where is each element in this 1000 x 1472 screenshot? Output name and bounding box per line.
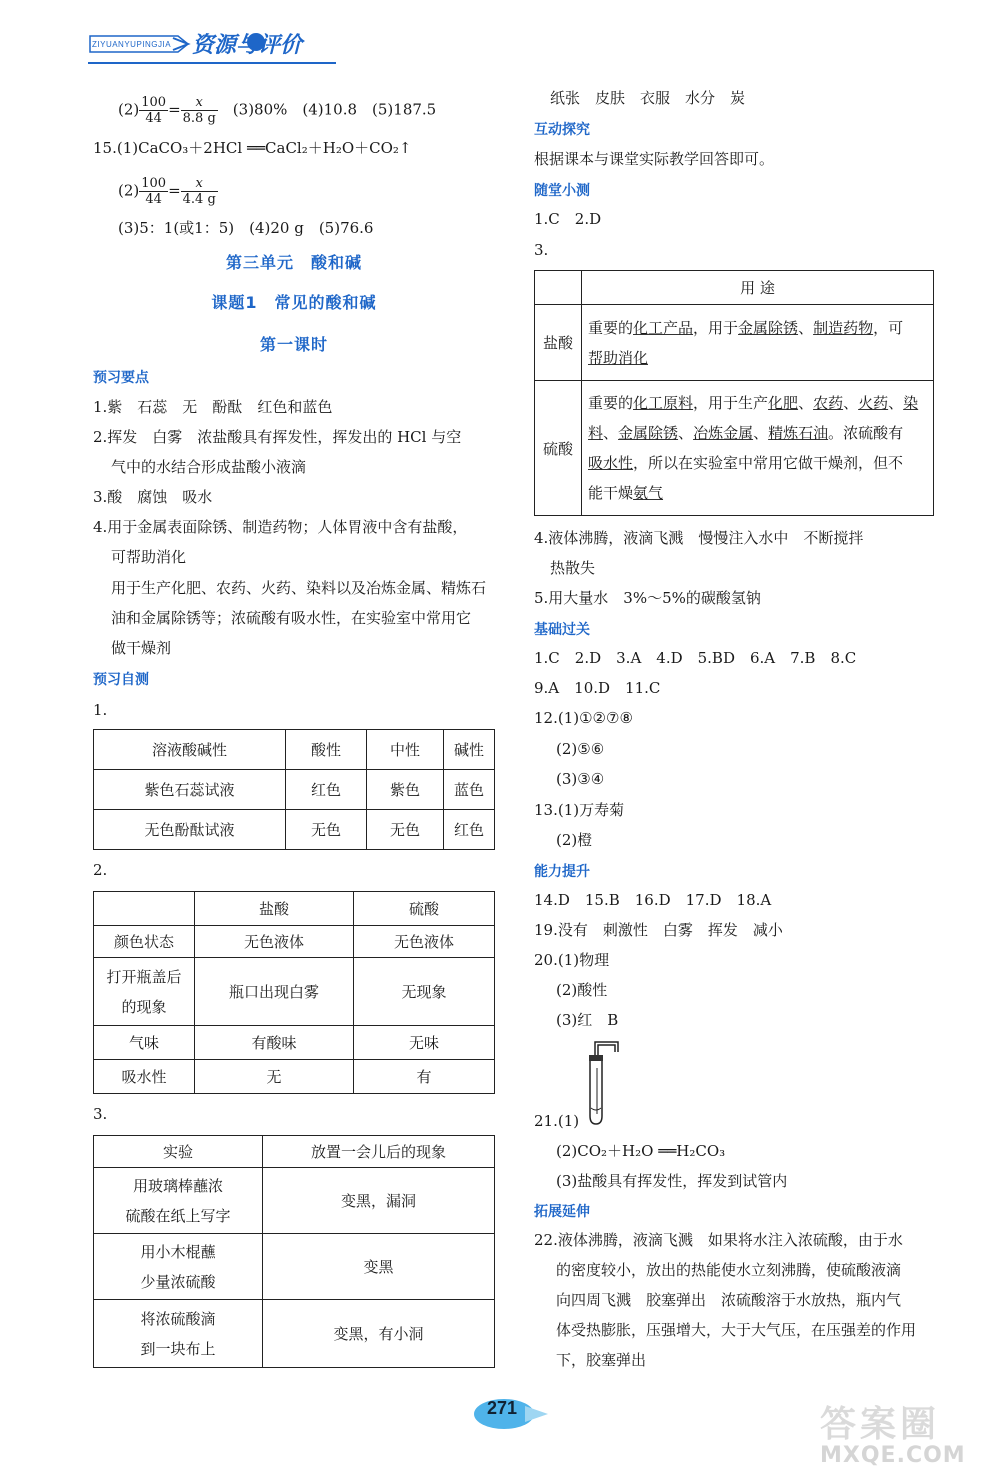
answer-line: 气中的水结合形成盐酸小液滴 — [111, 458, 307, 476]
table-cell: 变黑，漏洞 — [263, 1168, 495, 1234]
answer-line-fraction-2 — [118, 176, 218, 207]
table-cell — [582, 305, 934, 381]
table-row — [94, 770, 495, 810]
page-number: 271 — [486, 1398, 518, 1418]
underlined-text: 农药 — [813, 394, 844, 412]
table-row — [94, 1300, 495, 1368]
table-cell: 紫色 — [367, 770, 444, 810]
table-cell: 无色液体 — [195, 926, 354, 958]
text: 、 — [888, 394, 904, 412]
text: 重要的 — [588, 318, 634, 337]
answer-line: 下，胶塞弹出 — [556, 1351, 647, 1369]
table-cell: 无 — [195, 1060, 354, 1094]
item-number: 2. — [93, 861, 108, 879]
fraction — [181, 176, 218, 207]
cell-line: 到一块布上 — [140, 1339, 216, 1358]
underlined-text: 冶炼金属 — [693, 424, 754, 442]
table-row — [535, 381, 934, 516]
table-cell — [94, 1234, 263, 1300]
answer-line: 体受热膨胀，压强增大，大于大气压，在压强差的作用 — [556, 1321, 917, 1339]
item-number: 3. — [93, 1105, 108, 1123]
table-row — [94, 1026, 495, 1060]
table-cell — [535, 271, 582, 305]
watermark-url: MXQE.COM — [820, 1443, 966, 1468]
section-heading-interactive: 互动探究 — [534, 122, 590, 138]
answer-line: (2)CO₂＋H₂O ══H₂CO₃ — [556, 1142, 726, 1160]
table-cell: 放置一会儿后的现象 — [263, 1136, 495, 1168]
table-header-row — [94, 892, 495, 926]
section-heading-basic: 基础过关 — [534, 622, 590, 638]
header-title: 资源与评价 — [192, 33, 303, 58]
answer-line: 5.用大量水 3%～5%的碳酸氢钠 — [534, 589, 761, 607]
table-cell: 无味 — [354, 1026, 495, 1060]
table-cell: 无色 — [367, 810, 444, 850]
table-row — [94, 926, 495, 958]
underlined-text: 吸水性 — [588, 454, 634, 472]
underlined-text: 金属除锈 — [618, 424, 679, 442]
table-cell: 颜色状态 — [94, 926, 195, 958]
text: ，所以在实验室中常用它做干燥剂，但不 — [633, 454, 904, 472]
answer-line: 热散失 — [550, 559, 596, 577]
equals: = — [168, 181, 181, 200]
underlined-text: 化工产品 — [633, 318, 694, 337]
table-cell: 有酸味 — [195, 1026, 354, 1060]
section-heading-quiz: 随堂小测 — [534, 183, 590, 199]
text: 、 — [678, 424, 694, 442]
answer-line: 19.没有 刺激性 白雾 挥发 减小 — [534, 921, 783, 939]
answer-line: 20.(1)物理 — [534, 951, 610, 969]
answer-line: 2.挥发 白雾 浓盐酸具有挥发性，挥发出的 HCl 与空 — [93, 428, 462, 446]
answer-line: 22.液体沸腾，液滴飞溅 如果将水注入浓硫酸，由于水 — [534, 1231, 903, 1249]
table-cell: 用 途 — [582, 271, 934, 305]
underlined-text: 染 — [903, 394, 919, 412]
text: ，可 — [873, 318, 904, 337]
header-rule — [88, 62, 336, 64]
table-cell: 有 — [354, 1060, 495, 1094]
numerator: 100 — [141, 95, 167, 110]
answer-line: (3)盐酸具有挥发性，挥发到试管内 — [556, 1172, 788, 1190]
table-cell: 无色液体 — [354, 926, 495, 958]
table-cell: 酸性 — [286, 730, 367, 770]
table-cell: 碱性 — [444, 730, 495, 770]
answer-line: (3)红 B — [556, 1011, 619, 1029]
cell-line: 将浓硫酸滴 — [140, 1309, 216, 1328]
watermark-logo: 答案圈 — [820, 1404, 941, 1445]
item-number: 3. — [534, 241, 549, 259]
text: 能干燥 — [588, 484, 634, 502]
table-cell: 实验 — [94, 1136, 263, 1168]
numerator: x — [181, 176, 218, 192]
equals: = — [168, 100, 181, 119]
denominator: 4.4 g — [182, 192, 216, 207]
text: ，用于生产 — [693, 394, 769, 412]
table-cell: 无现象 — [354, 958, 495, 1026]
table-row — [94, 810, 495, 850]
table-cell: 溶液酸碱性 — [94, 730, 286, 770]
answer-line: 9.A 10.D 11.C — [534, 679, 661, 697]
table-cell: 紫色石蕊试液 — [94, 770, 286, 810]
denominator: 44 — [145, 111, 162, 126]
answer-line: 14.D 15.B 16.D 17.D 18.A — [534, 891, 772, 909]
cell-line: 硫酸在纸上写字 — [125, 1206, 231, 1225]
answer-line: 用于生产化肥、农药、火药、染料以及冶炼金属、精炼石 — [111, 579, 487, 597]
underlined-text: 火药 — [858, 394, 889, 412]
underlined-text: 制造药物 — [813, 318, 874, 337]
underlined-text: 精炼石油 — [768, 424, 829, 442]
text: 、 — [798, 318, 814, 337]
answer-line: 21.(1) — [534, 1112, 580, 1130]
sulfuric-acid-experiment-table — [93, 1135, 495, 1368]
fraction — [139, 95, 168, 126]
acid-base-indicator-table — [93, 729, 495, 850]
answer-line: 纸张 皮肤 衣服 水分 炭 — [550, 89, 746, 107]
answer-line: 1.C 2.D 3.A 4.D 5.BD 6.A 7.B 8.C — [534, 649, 857, 667]
table-cell — [582, 381, 934, 516]
table-row — [535, 305, 934, 381]
table-cell: 中性 — [367, 730, 444, 770]
item-number: 1. — [93, 701, 108, 719]
answer-line: (2)橙 — [556, 831, 593, 849]
cell-line: 少量浓硫酸 — [140, 1272, 216, 1291]
cell-line: 的现象 — [121, 997, 167, 1016]
answer-line: (3)③④ — [556, 770, 605, 788]
table-cell: 无色酚酞试液 — [94, 810, 286, 850]
label: (2) — [118, 181, 140, 200]
table-cell — [94, 1300, 263, 1368]
table-header-row — [94, 1136, 495, 1168]
answer-text: (3)80% (4)10.8 (5)187.5 — [217, 100, 437, 119]
lesson-title: 课题1 常见的酸和碱 — [211, 293, 377, 312]
answer-line: 1.紫 石蕊 无 酚酞 红色和蓝色 — [93, 398, 333, 416]
denominator: 8.8 g — [182, 111, 216, 126]
answer-line: 可帮助消化 — [111, 548, 187, 566]
denominator: 44 — [145, 192, 162, 207]
table-cell: 气味 — [94, 1026, 195, 1060]
period-title: 第一课时 — [259, 335, 328, 354]
table-cell: 瓶口出现白雾 — [195, 958, 354, 1026]
section-heading-advanced: 能力提升 — [534, 864, 590, 880]
answer-line: 做干燥剂 — [111, 639, 172, 657]
answer-line: (2)酸性 — [556, 981, 608, 999]
answer-line: 4.液体沸腾，液滴飞溅 慢慢注入水中 不断搅拌 — [534, 529, 864, 547]
underlined-text: 帮助消化 — [588, 348, 649, 367]
test-tube-diagram — [584, 1038, 624, 1126]
header-pinyin: ZIYUANYUPINGJIA — [92, 40, 172, 49]
table-row — [94, 1168, 495, 1234]
table-header-row — [535, 271, 934, 305]
text: 、 — [843, 394, 859, 412]
numerator: x — [181, 95, 218, 111]
text: 、 — [603, 424, 619, 442]
text: ，用于 — [693, 318, 739, 337]
section-heading-preview: 预习要点 — [93, 370, 149, 386]
label: (2) — [118, 100, 140, 119]
answer-line: 的密度较小，放出的热能使水立刻沸腾，使硫酸液滴 — [556, 1261, 902, 1279]
table-cell: 硫酸 — [354, 892, 495, 926]
answer-line: 根据课本与课堂实际教学回答即可。 — [534, 150, 775, 168]
table-cell: 红色 — [444, 810, 495, 850]
underlined-text: 料 — [588, 424, 604, 442]
table-cell — [94, 958, 195, 1026]
answer-line-fraction-1 — [118, 95, 436, 126]
underlined-text: 化肥 — [768, 394, 799, 412]
table-cell: 盐酸 — [195, 892, 354, 926]
table-row — [94, 958, 495, 1026]
answer-line: 1.C 2.D — [534, 210, 602, 228]
cell-line: 用小木棍蘸 — [140, 1242, 216, 1261]
table-cell: 变黑 — [263, 1234, 495, 1300]
numerator: 100 — [141, 176, 167, 191]
table-cell: 蓝色 — [444, 770, 495, 810]
answer-line: 3.酸 腐蚀 吸水 — [93, 488, 213, 506]
text: 、 — [753, 424, 769, 442]
text: 重要的 — [588, 394, 634, 412]
underlined-text: 氨气 — [633, 484, 664, 502]
table-cell: 硫酸 — [535, 381, 582, 516]
table-cell — [94, 1168, 263, 1234]
answer-line: 13.(1)万寿菊 — [534, 801, 625, 819]
unit-title: 第三单元 酸和碱 — [225, 253, 362, 272]
table-cell: 红色 — [286, 770, 367, 810]
section-heading-self-test: 预习自测 — [93, 672, 149, 688]
underlined-text: 化工原料 — [633, 394, 694, 412]
section-heading-extension: 拓展延伸 — [534, 1204, 590, 1220]
table-cell — [94, 892, 195, 926]
answer-line: (3)5：1(或1：5) (4)20 g (5)76.6 — [118, 219, 374, 237]
underlined-text: 金属除锈 — [738, 318, 799, 337]
acid-properties-table — [93, 891, 495, 1094]
text: 。浓硫酸有 — [828, 424, 904, 442]
text: 、 — [798, 394, 814, 412]
table-row — [94, 1234, 495, 1300]
table-cell: 吸水性 — [94, 1060, 195, 1094]
watermark — [820, 1404, 995, 1468]
table-cell: 变黑，有小洞 — [263, 1300, 495, 1368]
table-header-row — [94, 730, 495, 770]
acid-usage-table — [534, 270, 934, 516]
fraction — [139, 176, 168, 207]
table-cell: 盐酸 — [535, 305, 582, 381]
table-cell: 无色 — [286, 810, 367, 850]
answer-line: 12.(1)①②⑦⑧ — [534, 709, 633, 727]
table-row — [94, 1060, 495, 1094]
cell-line: 用玻璃棒蘸浓 — [132, 1176, 223, 1195]
answer-line: 油和金属除锈等；浓硫酸有吸水性，在实验室中常用它 — [111, 609, 472, 627]
answer-line-15: 15.(1)CaCO₃＋2HCl ══CaCl₂＋H₂O＋CO₂↑ — [93, 139, 412, 157]
answer-line: (2)⑤⑥ — [556, 740, 605, 758]
fraction — [181, 95, 218, 126]
answer-line: 向四周飞溅 胶塞弹出 浓硫酸溶于水放热，瓶内气 — [556, 1291, 902, 1309]
answer-line: 4.用于金属表面除锈、制造药物；人体胃液中含有盐酸， — [93, 518, 468, 536]
cell-line: 打开瓶盖后 — [106, 967, 182, 986]
